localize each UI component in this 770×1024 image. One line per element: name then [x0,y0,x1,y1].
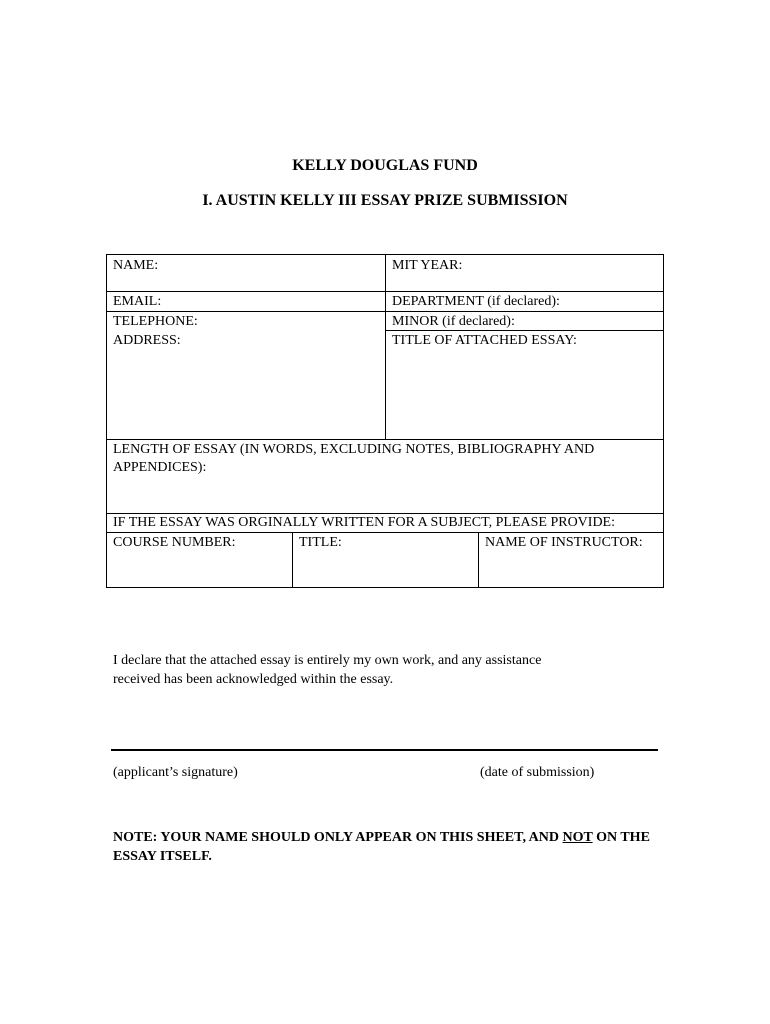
table-border-left [106,254,107,587]
subject-label: IF THE ESSAY WAS ORGINALLY WRITTEN FOR A SUBJECT, PLEASE PROVIDE: [113,515,615,530]
note-line-1 [113,828,673,847]
name-placement-note [113,828,673,866]
name-label: NAME: [113,258,159,273]
note-text-start: NOTE: YOUR NAME SHOULD ONLY APPEAR ON THIS SHEET, AND [113,830,563,845]
essay-length-label-line2: APPENDICES): [113,460,207,475]
row-divider-address [106,439,664,440]
essay-length-label-line1: LENGTH OF ESSAY (IN WORDS, EXCLUDING NOTES, BIBLIOGRAPHY AND [113,442,595,457]
date-caption: (date of submission) [480,765,595,780]
signature-caption: (applicant’s signature) [113,765,238,780]
course-title-label: TITLE: [299,535,342,550]
prize-title: I. AUSTIN KELLY III ESSAY PRIZE SUBMISSION [202,192,568,209]
instructor-label: NAME OF INSTRUCTOR: [485,535,643,550]
note-text-end: ON THE [592,830,650,845]
row-divider-subject [106,532,664,533]
essay-title-label: TITLE OF ATTACHED ESSAY: [392,333,577,348]
mit-year-label: MIT YEAR: [392,258,463,273]
email-label: EMAIL: [113,294,162,309]
note-line-2: ESSAY ITSELF. [113,849,212,864]
signature-line [111,749,658,751]
table-border-bottom [106,587,664,588]
address-label: ADDRESS: [113,333,181,348]
column-divider-title [478,532,479,587]
column-divider-course [292,532,293,587]
course-number-label: COURSE NUMBER: [113,535,236,550]
minor-label: MINOR (if declared): [392,314,515,329]
declaration-line-2: received has been acknowledged within the essay. [113,672,394,687]
department-label: DEPARTMENT (if declared): [392,294,560,309]
note-emphasis: NOT [562,830,593,845]
table-border-right [663,254,664,587]
declaration-statement [113,651,673,689]
fund-title: KELLY DOUGLAS FUND [292,157,478,174]
telephone-label: TELEPHONE: [113,314,198,329]
column-divider-main [385,254,386,439]
declaration-line-1: I declare that the attached essay is entirely my own work, and any assistance [113,653,542,668]
